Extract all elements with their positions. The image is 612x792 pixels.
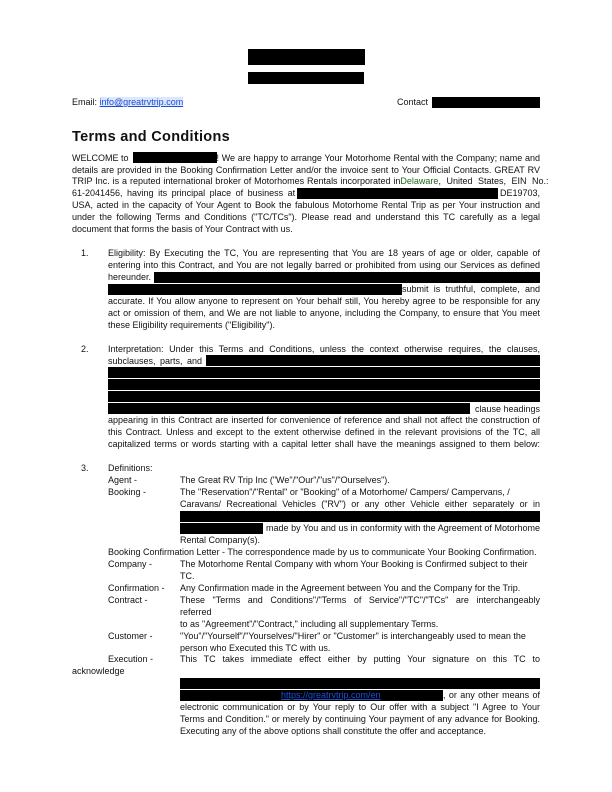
item2-line [108,367,540,379]
intro-line [72,187,540,199]
definition-text [180,689,540,701]
item1-line: these Eligibility requirements ("Eligibility"). [108,319,275,330]
text: hereunder. [108,272,152,282]
text: ! We are happy to arrange Your Motorhome Rental with the Company; name and [216,152,540,163]
term-booking: Booking - [108,487,147,498]
term-booking-confirmation-letter: Booking Confirmation Letter - The correspondence made by us to communicate Your Booking Confirmation. [108,546,537,557]
email-label: Email: [72,97,98,107]
item2-line: Interpretation: Under this Terms and Conditions, unless the context otherwise requires, the clauses, [108,343,540,354]
term-company: Company - [108,558,153,569]
definition-text: The Great RV Trip Inc ("We"/"Our"/"us"/"Ourselves"). [180,475,390,486]
page-title: Terms and Conditions [72,129,230,145]
redacted-text [180,690,443,701]
redacted-text [206,355,540,366]
definition-text: The "Reservation"/"Rental" or "Booking" of a Motorhome/ Campers/ Campervans, / [180,487,510,498]
item2-line [108,391,540,403]
intro-line: USA, acted in the capacity of Your Agent to Book the fabulous Motorhome Rental Trip as per Your instruction and [72,200,540,211]
definition-text: Executing any of the above options shall constitute the offer and acceptance. [180,726,487,737]
text: WELCOME to [72,152,129,163]
item-number: 2. [81,343,89,354]
email-link[interactable]: info@greatrvtrip.com [99,97,184,107]
redacted-text [154,272,540,283]
redacted-address [297,188,498,199]
text: 61-2041456, having its principal place of business at [72,188,296,199]
term-execution: Execution - [108,654,154,665]
text: submit is truthful, complete, and [402,284,540,294]
contact-line [397,96,540,108]
redacted-text [180,523,263,534]
redacted-text [180,678,540,689]
text: clause headings [474,403,540,414]
definition-text: These "Terms and Conditions"/"Terms of Service"/"TC"/"TCs" are interchangeably [180,594,540,605]
term-contract: Contract - [108,594,148,605]
item1-line: entering into this Contract, and You are not legally barred or prohibited from using our Services as defined [108,260,540,271]
item2-line [108,355,540,367]
intro-line [72,152,540,164]
text: , or any other means of [443,690,540,701]
redacted-text [108,403,470,414]
definition-text: This TC takes immediate effect either by putting Your signature on this TC to [180,654,540,665]
definition-text: The Motorhome Rental Company with whom Your Booking is Confirmed subject to their [180,558,528,569]
definition-text: acknowledge [72,666,125,677]
definition-text [180,522,540,534]
definition-text: to as "Agreement"/"Contract," including all supplementary Terms. [180,618,439,629]
item1-line [108,283,540,295]
item1-line: Eligibility: By Executing the TC, You are representing that You are 18 years of age or older, capable of [108,248,540,259]
item1-line [108,271,540,283]
item2-line: capitalized terms or words starting with a capital letter shall have the meanings assigned to them below: [108,439,540,450]
intro-line: under the following Terms and Conditions ("TC/TCs"). Please read and understand this TC carefully as a legal [72,212,540,223]
item1-line: accurate. If You allow anyone to represent on Your behalf still, You hereby agree to be responsible for any [108,295,540,306]
definition-text [180,510,540,522]
website-link[interactable]: https://greatrvtrip.com/en [281,689,381,700]
text: subclauses, parts, and [108,355,203,366]
redacted-text [108,367,540,378]
definition-text: Terms and Condition." or merely by continuing Your payment of any advance for Booking. [180,714,540,725]
item2-line [108,403,540,415]
definition-text: "You"/"Yourself"/"Yourselves/"Hirer" or "Customer" is interchangeably used to mean the [180,630,526,641]
term-agent: Agent - [108,475,138,486]
term-customer: Customer - [108,630,153,641]
delaware-text: Delaware [400,176,439,187]
redacted-contact [432,97,540,108]
redacted-subtitle [248,72,364,84]
redacted-text [108,379,540,390]
item2-line: this Contract. Unless and except to the extent otherwise defined in the relevant provisions of the TC, all [108,427,540,438]
item2-line [108,379,540,391]
email-line [72,96,183,108]
redacted-name [133,152,217,163]
text: made by You and us in conformity with the Agreement of Motorhome [266,523,540,533]
item1-line: act or omission of them, and We are not liable to anyone, including the Company, to ensure that You meet [108,307,540,318]
redacted-text [108,391,540,402]
intro-line: details are provided in the Booking Confirmation Letter and/or the invoice sent to Your Official Contacts. GREAT RV [72,164,540,175]
definition-text: Rental Company(s). [180,534,261,545]
definition-text: person who Executed this TC with us. [180,642,331,653]
item2-line: appearing in this Contract are inserted for convenience of reference and shall not affect the construction of [108,415,540,426]
definition-text [180,677,540,689]
contact-label: Contact [397,97,429,107]
redacted-title [248,49,365,65]
definition-text: Caravans/ Recreational Vehicles ("RV") or any other Vehicle either separately or in [180,499,540,510]
definitions-heading: Definitions: [108,463,153,474]
text: TRIP Inc. is a reputed international broker of Motorhomes Rentals incorporated in [72,176,401,187]
redacted-text [108,284,402,295]
definition-text: TC. [180,570,195,581]
text: DE19703, [499,188,540,199]
intro-line [72,175,549,187]
definition-text: electronic communication or by Your reply to Our offer with a subject "I Agree to Your [180,702,540,713]
definition-text: Any Confirmation made in the Agreement between You and the Company for the Trip. [180,582,521,593]
text: , United States, EIN No.: [438,176,549,187]
term-confirmation: Confirmation - [108,582,165,593]
definition-text: referred [180,606,212,617]
item-number: 1. [81,248,89,259]
redacted-text [180,511,540,522]
intro-line: document that forms the basis of Your Contract with us. [72,224,293,235]
item-number: 3. [81,463,89,474]
